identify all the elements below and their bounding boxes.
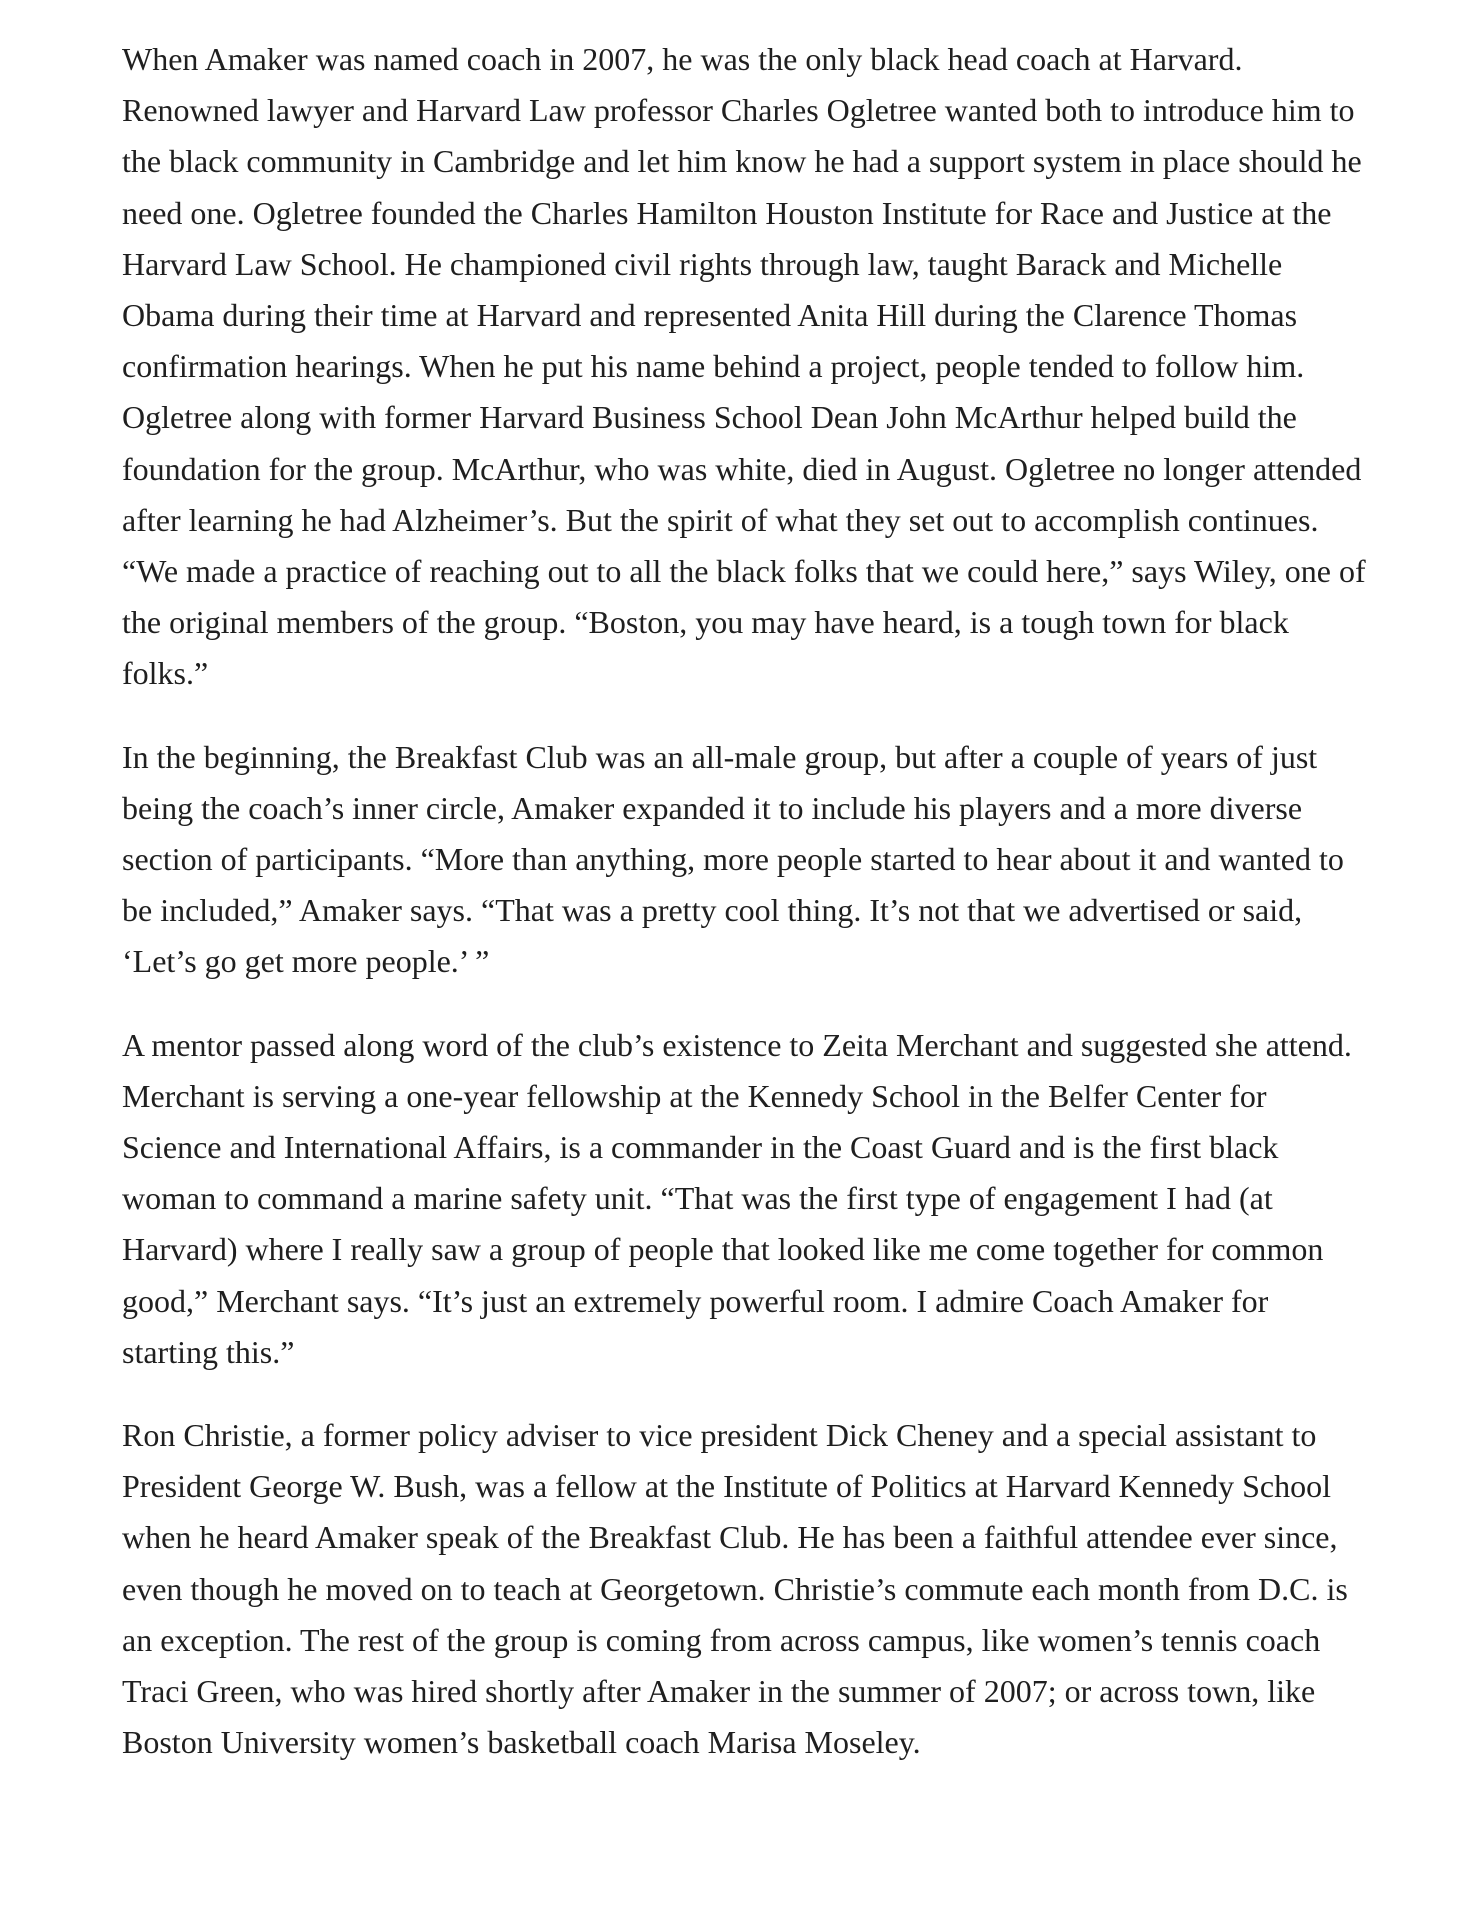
article-body — [122, 34, 1372, 1801]
paragraph-1: When Amaker was named coach in 2007, he was the only black head coach at Harvard. Renowned lawyer and Harvard Law professor Charles Ogletree wanted both to introduce him to the black community in Cambridge and let him know he had a support system in place should he need one. Ogletree founded the Charles Hamilton Houston Institute for Race and Justice at the Harvard Law School. He championed civil rights through law, taught Barack and Michelle Obama during their time at Harvard and represented Anita Hill during the Clarence Thomas confirmation hearings. When he put his name behind a project, people tended to follow him. Ogletree along with former Harvard Business School Dean John McArthur helped build the foundation for the group. McArthur, who was white, died in August. Ogletree no longer attended after learning he had Alzheimer’s. But the spirit of what they set out to accomplish continues. “We made a practice of reaching out to all the black folks that we could here,” says Wiley, one of the original members of the group. “Boston, you may have heard, is a tough town for black folks.” — [122, 41, 1366, 692]
paragraph-4: Ron Christie, a former policy adviser to vice president Dick Cheney and a special assistant to President George W. Bush, was a fellow at the Institute of Politics at Harvard Kennedy School when he heard Amaker speak of the Breakfast Club. He has been a faithful attendee ever since, even though he moved on to teach at Georgetown. Christie’s commute each month from D.C. is an exception. The rest of the group is coming from across campus, like women’s tennis coach Traci Green, who was hired shortly after Amaker in the summer of 2007; or across town, like Boston University women’s basketball coach Marisa Moseley. — [122, 1417, 1348, 1761]
paragraph-3: A mentor passed along word of the club’s existence to Zeita Merchant and suggested she attend. Merchant is serving a one-year fellowship at the Kennedy School in the Belfer Center for Science and International Affairs, is a commander in the Coast Guard and is the first black woman to command a marine safety unit. “That was the first type of engagement I had (at Harvard) where I really saw a group of people that looked like me come together for common good,” Merchant says. “It’s just an extremely powerful room. I admire Coach Amaker for starting this.” — [122, 1026, 1352, 1370]
paragraph-2: In the beginning, the Breakfast Club was an all-male group, but after a couple of years of just being the coach’s inner circle, Amaker expanded it to include his players and a more diverse section of participants. “More than anything, more people started to hear about it and wanted to be included,” Amaker says. “That was a pretty cool thing. It’s not that we advertised or said, ‘Let’s go get more people.’ ” — [122, 738, 1344, 980]
